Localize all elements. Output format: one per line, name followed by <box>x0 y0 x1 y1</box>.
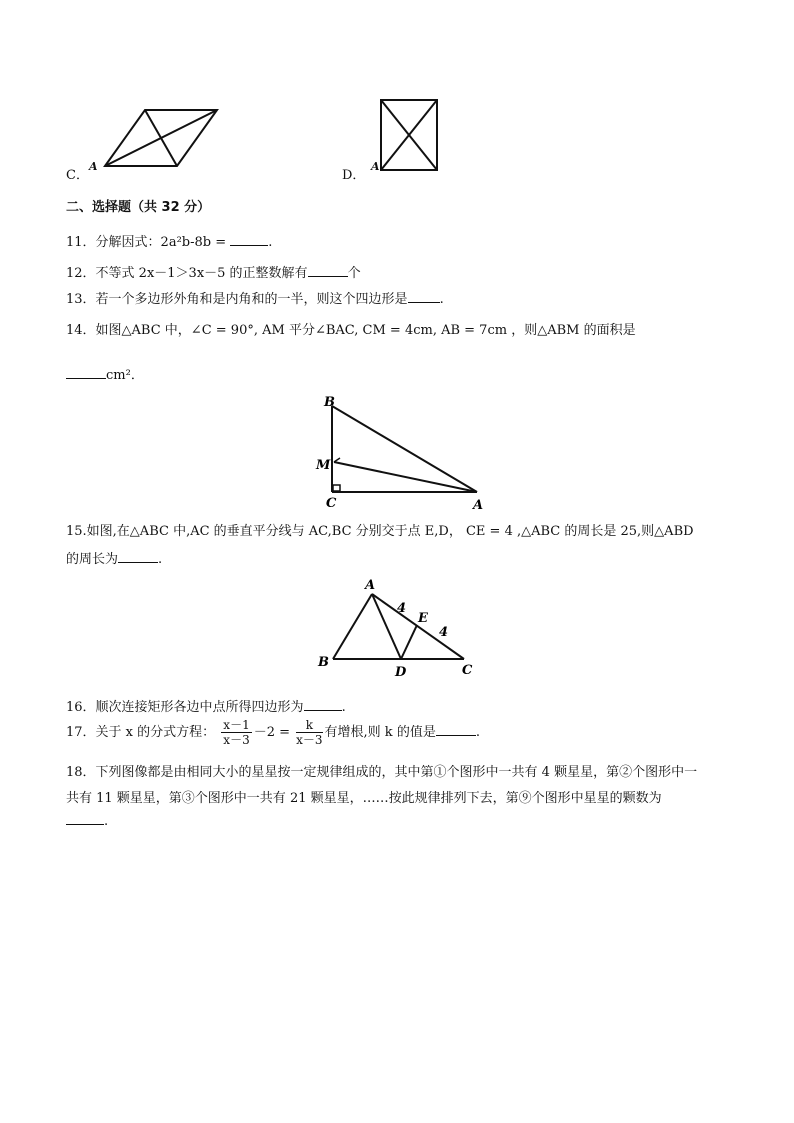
question-text-tail: 个 <box>347 266 361 281</box>
vertex-label-a: A <box>473 498 484 513</box>
vertex-label-d: D <box>395 665 407 680</box>
fraction <box>296 718 322 747</box>
question-18-answer-line <box>66 812 108 829</box>
vertex-label-a: A <box>365 578 376 593</box>
question-number: 17． <box>66 725 96 740</box>
question-end: . <box>341 700 346 715</box>
answer-unit: cm²． <box>106 368 144 383</box>
question-14 <box>66 319 636 338</box>
question-13 <box>66 288 444 307</box>
section-title: 二、选择题（共 32 分） <box>66 200 211 215</box>
option-c-vertex-label: A <box>89 160 98 173</box>
answer-blank[interactable] <box>304 698 342 711</box>
vertex-label-e: E <box>418 611 428 626</box>
question-number: 14． <box>66 323 96 338</box>
segment-label-4: 4 <box>397 601 407 616</box>
right-angle-mark <box>333 485 340 491</box>
fraction-numerator: k <box>296 718 322 733</box>
q15-triangle-figure <box>316 574 486 684</box>
vertex-label-m: M <box>316 458 331 473</box>
segment-de <box>401 625 417 659</box>
question-text: 分解因式：2a²b-8b = <box>95 235 227 250</box>
segment-am <box>334 462 477 492</box>
answer-blank[interactable] <box>66 366 106 379</box>
question-text: 共有 11 颗星星，第③个图形中一共有 21 颗星星，……按此规律排列下去，第⑨个图形中星星的颗数为 <box>66 791 662 806</box>
question-11 <box>66 231 272 250</box>
question-text: 顺次连接矩形各边中点所得四边形为 <box>95 700 304 715</box>
question-tail: 有增根,则 k 的值是 <box>324 725 436 740</box>
question-18 <box>66 761 697 780</box>
vertex-label-b: B <box>318 655 329 670</box>
fraction-denominator: x－3 <box>296 733 323 747</box>
question-lead: 关于 x 的分式方程： <box>95 725 216 740</box>
question-number: 12． <box>66 266 96 281</box>
question-end: . <box>104 814 109 829</box>
question-12 <box>66 262 361 281</box>
answer-blank[interactable] <box>308 264 348 277</box>
question-18-line2 <box>66 787 662 806</box>
diagonal-line <box>145 110 177 166</box>
question-text: 若一个多边形外角和是内角和的一半，则这个四边形是 <box>95 292 408 307</box>
angle-tick <box>334 458 340 462</box>
question-16 <box>66 696 346 715</box>
segment-label-4: 4 <box>439 625 449 640</box>
fraction-denominator: x－3 <box>223 733 250 747</box>
option-c-figure <box>95 100 225 180</box>
question-end: . <box>158 552 163 567</box>
option-d-vertex-label: A <box>371 160 380 173</box>
answer-blank[interactable] <box>66 812 104 825</box>
vertex-label-c: C <box>326 496 337 511</box>
question-number: 13． <box>66 292 96 307</box>
answer-blank[interactable] <box>436 723 476 736</box>
segment-ab <box>333 594 372 659</box>
option-d-label: D． <box>342 168 366 183</box>
question-end: . <box>268 235 273 250</box>
answer-blank[interactable] <box>118 550 158 563</box>
question-17 <box>66 718 480 747</box>
answer-blank[interactable] <box>408 290 440 303</box>
equation-middle: －2 = <box>253 725 290 740</box>
question-text: 18．下列图像都是由相同大小的星星按一定规律组成的，其中第①个图形中一共有 4 颗星星，第②个图形中一 <box>66 765 698 780</box>
vertex-label-b: B <box>324 395 335 410</box>
fraction-numerator: x－1 <box>223 718 250 732</box>
vertex-label-c: C <box>462 663 473 678</box>
question-text: 如图△ABC 中，∠C = 90°, AM 平分∠BAC, CM = 4cm, AB = 7cm ，则△ABM 的面积是 <box>95 323 636 338</box>
question-text: 15.如图,在△ABC 中,AC 的垂直平分线与 AC,BC 分别交于点 E,D， CE = 4 ,△ABC 的周长是 25,则△ABD <box>66 524 694 539</box>
question-15 <box>66 520 694 539</box>
question-14-answer-line <box>66 364 144 383</box>
answer-blank[interactable] <box>230 233 268 246</box>
option-d-figure <box>378 98 440 174</box>
option-c-label: C． <box>66 168 89 183</box>
segment-ab <box>332 406 477 492</box>
question-text: 不等式 2x－1＞3x－5 的正整数解有 <box>95 266 308 281</box>
question-text: 的周长为 <box>66 552 119 567</box>
fraction <box>221 718 251 747</box>
question-number: 16． <box>66 700 96 715</box>
q14-triangle-figure <box>312 392 492 512</box>
question-15-line2 <box>66 548 162 567</box>
question-number: 11． <box>66 235 96 250</box>
question-end: . <box>475 725 480 740</box>
question-end: . <box>439 292 444 307</box>
